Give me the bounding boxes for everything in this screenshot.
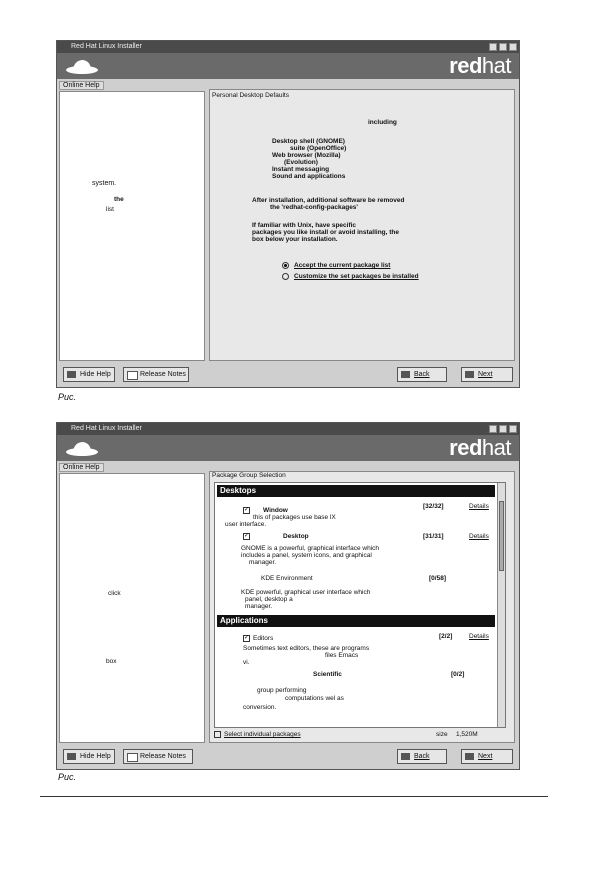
redhat-logo-icon <box>65 439 99 457</box>
group-description: GNOME is a powerful, graphical interface which <box>241 545 380 552</box>
page-title: Package Group Selection <box>212 472 286 479</box>
section-header-desktops: Desktops <box>217 485 495 497</box>
installer-window-1 <box>56 40 520 388</box>
group-name: Desktop <box>283 533 309 540</box>
help-text-line: list <box>106 206 114 213</box>
group-count: [31/31] <box>423 533 444 540</box>
accept-packages-label[interactable]: Accept the current package list <box>294 262 391 269</box>
redhat-logo-icon <box>65 57 99 75</box>
body-text: Sound and applications <box>272 173 346 180</box>
customize-packages-radio[interactable] <box>282 273 289 280</box>
window-titlebar <box>57 423 519 435</box>
back-arrow-icon <box>401 371 410 378</box>
body-text: Desktop shell (GNOME) <box>272 138 345 145</box>
group-count: [2/2] <box>439 633 453 640</box>
figure-caption: Рис. <box>58 392 77 402</box>
group-description: manager. <box>245 603 273 610</box>
notes-icon <box>127 371 138 380</box>
hide-help-button[interactable]: Hide Help <box>63 367 115 382</box>
select-individual-checkbox[interactable] <box>214 731 221 738</box>
group-name: KDE Environment <box>261 575 313 582</box>
window-title: Red Hat Linux Installer <box>71 425 142 432</box>
help-text-line: box <box>106 658 117 665</box>
group-count: [0/58] <box>429 575 446 582</box>
close-button[interactable] <box>509 425 517 433</box>
installer-window-2 <box>56 422 520 770</box>
group-description: user interface. <box>225 521 267 528</box>
body-text: suite (OpenOffice) <box>290 145 347 152</box>
next-arrow-icon <box>465 753 474 760</box>
next-arrow-icon <box>465 371 474 378</box>
minimize-button[interactable] <box>489 43 497 51</box>
redhat-wordmark: redhat <box>449 53 511 78</box>
help-pane <box>59 473 205 743</box>
body-text: including <box>368 119 397 126</box>
next-button[interactable]: Next <box>461 367 513 382</box>
body-text: After installation, additional software be removed <box>252 197 405 204</box>
group-description: includes a panel, system icons, and graphical <box>241 552 372 559</box>
help-text-line: click <box>108 590 121 597</box>
group-description: panel, desktop a <box>245 596 293 603</box>
window-titlebar <box>57 41 519 53</box>
redhat-wordmark: redhat <box>449 435 511 460</box>
back-button[interactable]: Back <box>397 749 447 764</box>
next-button[interactable]: Next <box>461 749 513 764</box>
size-label: size <box>436 731 448 738</box>
figure-caption: Рис. <box>58 772 77 782</box>
package-group-list[interactable] <box>214 482 506 728</box>
redhat-banner <box>57 53 519 79</box>
group-description: conversion. <box>243 704 277 711</box>
group-description: vi. <box>243 659 250 666</box>
select-individual-label[interactable]: Select individual packages <box>224 731 301 738</box>
group-description: group performing <box>257 687 307 694</box>
group-description: files Emacs <box>325 652 359 659</box>
details-link[interactable]: Details <box>469 503 489 510</box>
maximize-button[interactable] <box>499 425 507 433</box>
main-content-pane <box>209 471 515 743</box>
help-icon <box>67 371 76 378</box>
back-arrow-icon <box>401 753 410 760</box>
scrollbar-thumb[interactable] <box>499 501 504 571</box>
help-text-line: the <box>114 196 124 203</box>
list-scrollbar[interactable] <box>497 483 505 727</box>
group-count: [32/32] <box>423 503 444 510</box>
group-description: KDE powerful, graphical user interface which <box>241 589 371 596</box>
group-checkbox[interactable]: ✓ <box>244 533 250 539</box>
group-name: Window <box>263 507 288 514</box>
redhat-banner <box>57 435 519 461</box>
maximize-button[interactable] <box>499 43 507 51</box>
page-title: Personal Desktop Defaults <box>212 92 289 99</box>
main-content-pane <box>209 89 515 361</box>
online-help-label: Online Help <box>59 463 104 472</box>
body-text: If familiar with Unix, have specific <box>252 222 357 229</box>
size-value: 1,520M <box>456 731 478 738</box>
hide-help-button[interactable]: Hide Help <box>63 749 115 764</box>
release-notes-button[interactable]: Release Notes <box>123 367 189 382</box>
release-notes-button[interactable]: Release Notes <box>123 749 193 764</box>
body-text: Instant messaging <box>272 166 330 173</box>
back-button[interactable]: Back <box>397 367 447 382</box>
group-count: [0/2] <box>451 671 465 678</box>
group-description: manager. <box>249 559 277 566</box>
help-icon <box>67 753 76 760</box>
group-description: this of packages use base lX <box>253 514 336 521</box>
details-link[interactable]: Details <box>469 533 489 540</box>
body-text: packages you like install or avoid installing, the <box>252 229 400 236</box>
online-help-label: Online Help <box>59 81 104 90</box>
body-text: (Evolution) <box>284 159 318 166</box>
customize-packages-label[interactable]: Customize the set packages be installed <box>294 273 419 280</box>
accept-packages-radio[interactable] <box>282 262 289 269</box>
group-description: Sometimes text editors, these are programs <box>243 645 370 652</box>
section-header-applications: Applications <box>217 615 495 627</box>
details-link[interactable]: Details <box>469 633 489 640</box>
help-pane <box>59 91 205 361</box>
minimize-button[interactable] <box>489 425 497 433</box>
group-name: Editors <box>253 635 274 642</box>
help-text-line: system. <box>92 180 117 187</box>
page-divider <box>40 796 548 797</box>
window-title: Red Hat Linux Installer <box>71 43 142 50</box>
notes-icon <box>127 753 138 762</box>
group-checkbox[interactable]: ✓ <box>244 635 250 641</box>
body-text: the 'redhat-config-packages' <box>270 204 358 211</box>
body-text: box below your installation. <box>252 236 338 243</box>
close-button[interactable] <box>509 43 517 51</box>
group-name: Scientific <box>313 671 342 678</box>
group-description: computations wel as <box>285 695 344 702</box>
body-text: Web browser (Mozilla) <box>272 152 341 159</box>
group-checkbox[interactable]: ✓ <box>244 507 250 513</box>
